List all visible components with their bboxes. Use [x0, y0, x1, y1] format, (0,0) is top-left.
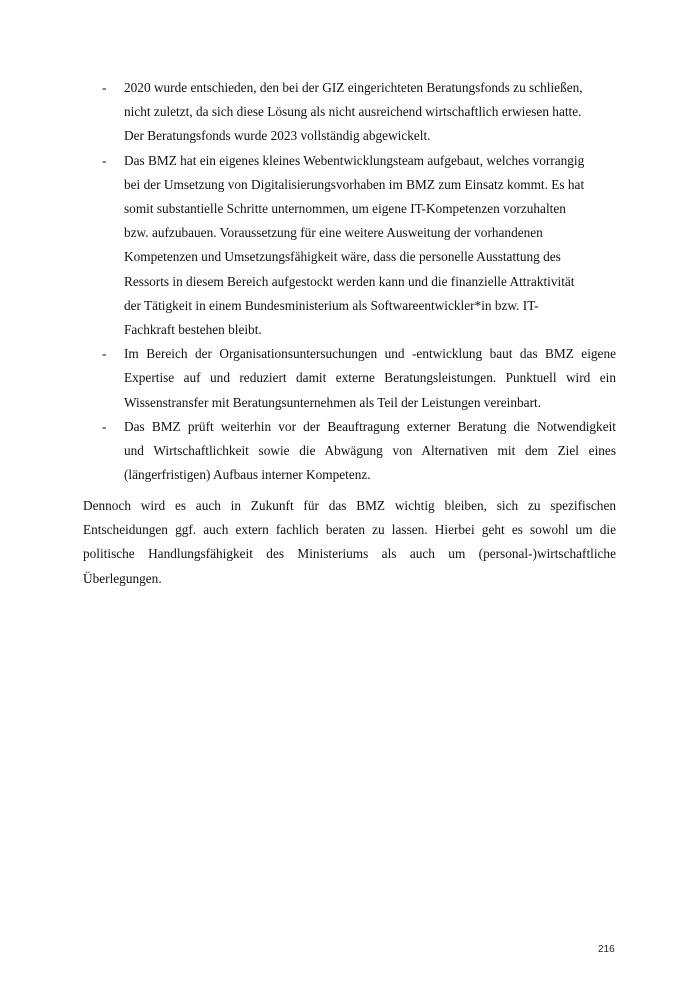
bullet-dash: -	[102, 152, 107, 168]
bullet-item	[96, 415, 616, 488]
bullet-list	[96, 76, 616, 487]
text-line: Überlegungen.	[83, 570, 162, 586]
bullet-item	[96, 76, 616, 149]
text-line: Fachkraft bestehen bleibt.	[124, 322, 262, 338]
page-number: 216	[598, 944, 615, 955]
text-line: (längerfristigen) Aufbaus interner Kompetenz.	[124, 467, 371, 483]
text-line: nicht zuletzt, da sich diese Lösung als nicht ausreichend wirtschaftlich erwiesen hatte.	[124, 104, 582, 120]
text-line: somit substantielle Schritte unternommen, um eigene IT-Kompetenzen vorzuhalten	[124, 201, 566, 217]
text-line: Das BMZ prüft weiterhin vor der Beauftragung externer Beratung die Notwendigkeit	[124, 418, 616, 434]
bullet-item	[96, 149, 616, 343]
closing-paragraph	[83, 494, 616, 591]
text-line: Der Beratungsfonds wurde 2023 vollständig abgewickelt.	[124, 128, 431, 144]
text-line: Ressorts in diesem Bereich aufgestockt werden kann und die finanzielle Attraktivität	[124, 273, 575, 289]
text-line: Kompetenzen und Umsetzungsfähigkeit wäre, dass die personelle Ausstattung des	[124, 249, 561, 265]
text-line: Entscheidungen ggf. auch extern fachlich beraten zu lassen. Hierbei geht es sowohl um die	[83, 522, 616, 538]
text-line: Expertise auf und reduziert damit externe Beratungsleistungen. Punktuell wird ein	[124, 370, 616, 386]
text-line: Im Bereich der Organisationsuntersuchungen und -entwicklung baut das BMZ eigene	[124, 346, 616, 362]
text-line: Wissenstransfer mit Beratungsunternehmen als Teil der Leistungen vereinbart.	[124, 394, 542, 410]
text-line: bzw. aufzubauen. Voraussetzung für eine weitere Ausweitung der vorhandenen	[124, 225, 543, 241]
bullet-item	[96, 342, 616, 415]
text-line: und Wirtschaftlichkeit sowie die Abwägung von Alternativen mit dem Ziel eines	[124, 443, 616, 459]
text-line: der Tätigkeit in einem Bundesministerium als Softwareentwickler*in bzw. IT-	[124, 297, 539, 313]
text-line: Dennoch wird es auch in Zukunft für das BMZ wichtig bleiben, sich zu spezifischen	[83, 498, 616, 513]
bullet-dash: -	[102, 418, 107, 434]
bullet-dash: -	[102, 80, 107, 95]
text-line: 2020 wurde entschieden, den bei der GIZ eingerichteten Beratungsfonds zu schließen,	[124, 80, 583, 95]
text-line: bei der Umsetzung von Digitalisierungsvorhaben im BMZ zum Einsatz kommt. Es hat	[124, 176, 585, 192]
text-line: Das BMZ hat ein eigenes kleines Webentwicklungsteam aufgebaut, welches vorrangig	[124, 152, 585, 168]
bullet-dash: -	[102, 346, 107, 362]
text-line: politische Handlungsfähigkeit des Ministeriums als auch um (personal-)wirtschaftliche	[83, 546, 616, 562]
